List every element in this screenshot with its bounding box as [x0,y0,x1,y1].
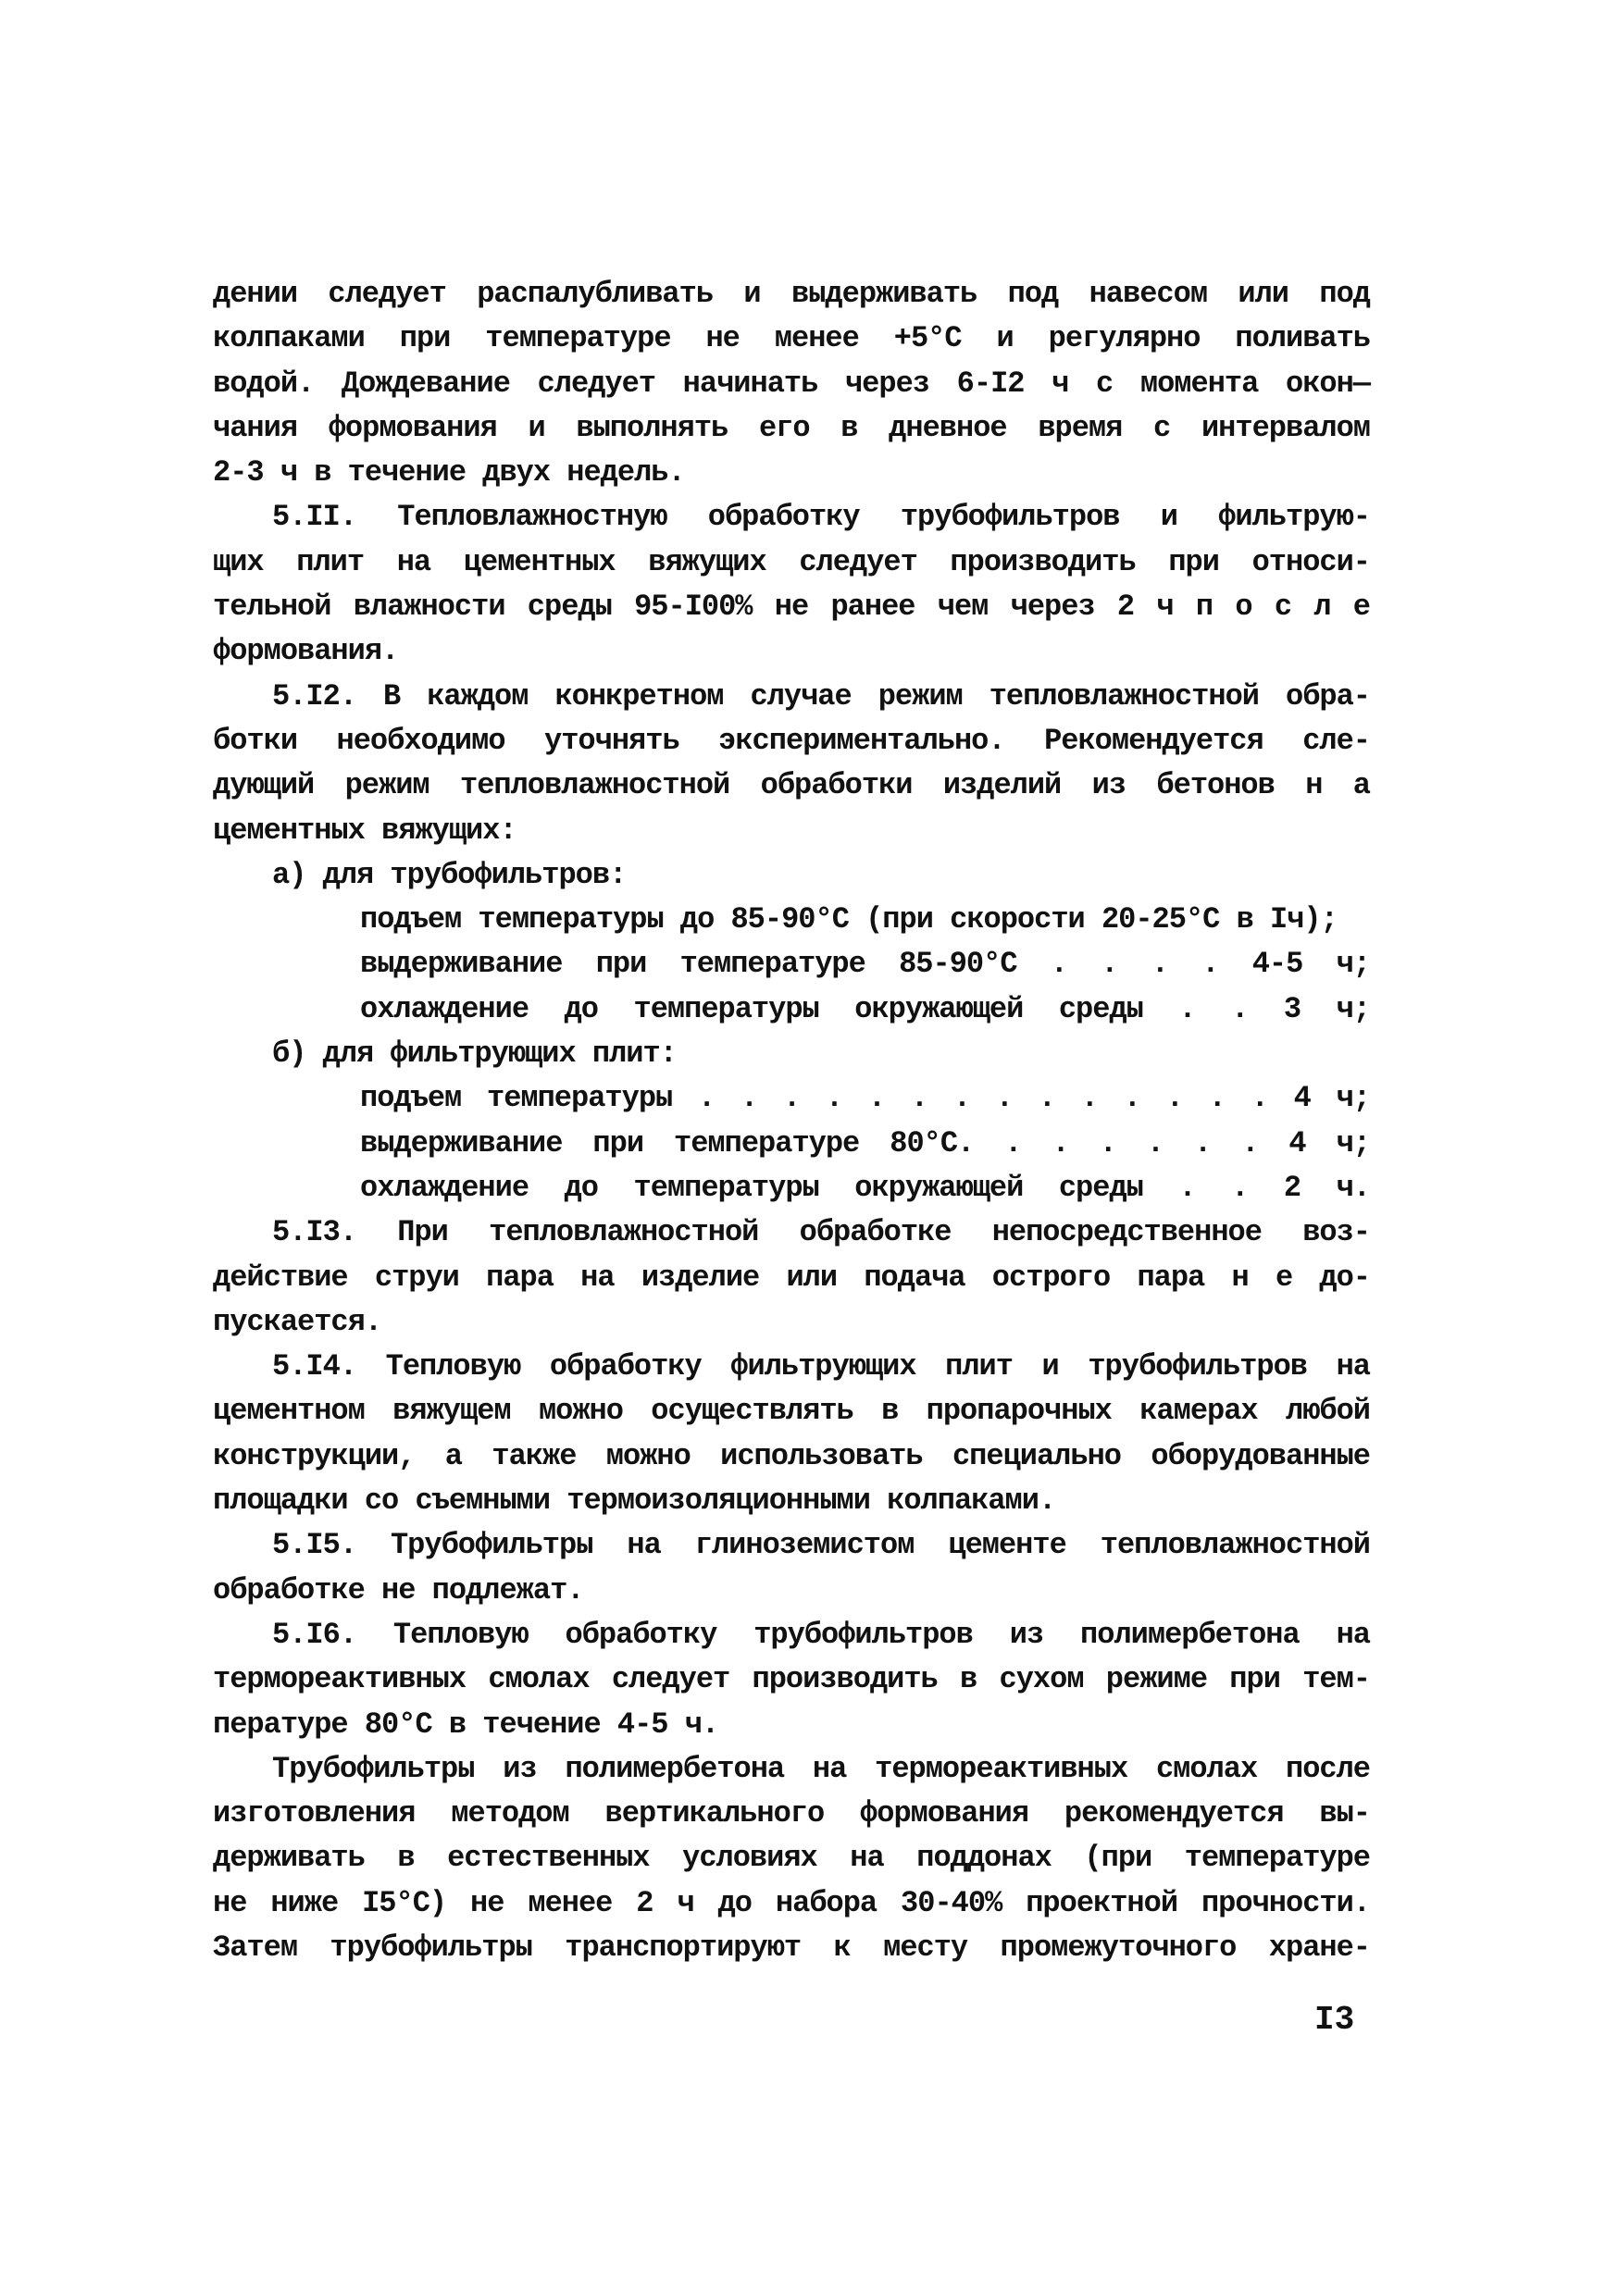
text-line: обработке не подлежат. [213,1572,584,1607]
text-line: пускается. [213,1304,382,1339]
text-line: щих плит на цементных вяжущих следует производить при относи- [213,544,1370,579]
text-line: чания формования и выполнять его в дневное время с интервалом [213,410,1370,445]
section-5-11-heading-line: 5.II. Тепловлажностную обработку трубофильтров и фильтрую- [272,500,1370,535]
text-line: ботки необходимо уточнять экспериментально. Рекомендуется сле- [213,723,1370,758]
section-5-13-heading-line: 5.I3. При тепловлажностной обработке непосредственное воз- [272,1215,1370,1250]
text-line: изготовления методом вертикального формования рекомендуется вы- [213,1796,1370,1831]
text-line: пературе 80°С в течение 4-5 ч. [213,1706,719,1742]
text-line: не ниже I5°С) не менее 2 ч до набора 30-40% проектной прочности. [213,1885,1370,1920]
text-line: держивать в естественных условиях на поддонах (при температуре [213,1841,1370,1876]
text-line: термореактивных смолах следует производить в сухом режиме при тем- [213,1662,1370,1697]
section-5-15-heading-line: 5.I5. Трубофильтры на глиноземистом цементе тепловлажностной [272,1528,1370,1563]
regime-line: охлаждение до температуры окружающей среды . . 3 ч; [360,991,1370,1026]
text-line: дующий режим тепловлажностной обработки изделий из бетонов н а [213,768,1370,803]
regime-line: подъем температуры . . . . . . . . . . . . . . 4 ч; [360,1081,1370,1116]
page-number: I3 [1314,2001,1355,2039]
list-item-b: б) для фильтрующих плит: [272,1036,677,1072]
regime-line: охлаждение до температуры окружающей среды . . 2 ч. [360,1170,1370,1205]
text-line: 2-3 ч в течение двух недель. [213,455,685,490]
list-item-a: а) для трубофильтров: [272,857,627,892]
regime-line: выдерживание при температуре 85-90°С . . . . 4-5 ч; [360,947,1370,982]
regime-line: подъем температуры до 85-90°С (при скорости 20-25°С в Iч); [360,902,1338,937]
document-body [213,272,1370,1970]
text-line: формования. [213,634,399,669]
text-line: действие струи пара на изделие или подача острого пара н е до- [213,1260,1370,1295]
paragraph-start-line: Трубофильтры из полимербетона на термореактивных смолах после [272,1751,1370,1786]
text-line: Затем трубофильтры транспортируют к месту промежуточного хране- [213,1930,1370,1965]
section-5-12-heading-line: 5.I2. В каждом конкретном случае режим тепловлажностной обра- [272,678,1370,714]
section-5-14-heading-line: 5.I4. Тепловую обработку фильтрующих плит и трубофильтров на [272,1349,1370,1384]
section-5-16-heading-line: 5.I6. Тепловую обработку трубофильтров из полимербетона на [272,1617,1370,1652]
text-line: водой. Дождевание следует начинать через 6-I2 ч с момента окон— [213,366,1370,401]
regime-line: выдерживание при температуре 80°С. . . . . . . 4 ч; [360,1125,1370,1160]
text-line: колпаками при температуре не менее +5°С и регулярно поливать [213,321,1370,356]
text-line: конструкции, а также можно использовать специально оборудованные [213,1438,1370,1473]
text-line: площадки со съемными термоизоляционными колпаками. [213,1483,1056,1519]
text-line: цементном вяжущем можно осуществлять в пропарочных камерах любой [213,1394,1370,1429]
text-line: тельной влажности среды 95-I00% не ранее чем через 2 ч п о с л е [213,590,1370,625]
text-line: цементных вяжущих: [213,813,517,848]
text-line: дении следует распалубливать и выдерживать под навесом или под [213,277,1370,311]
